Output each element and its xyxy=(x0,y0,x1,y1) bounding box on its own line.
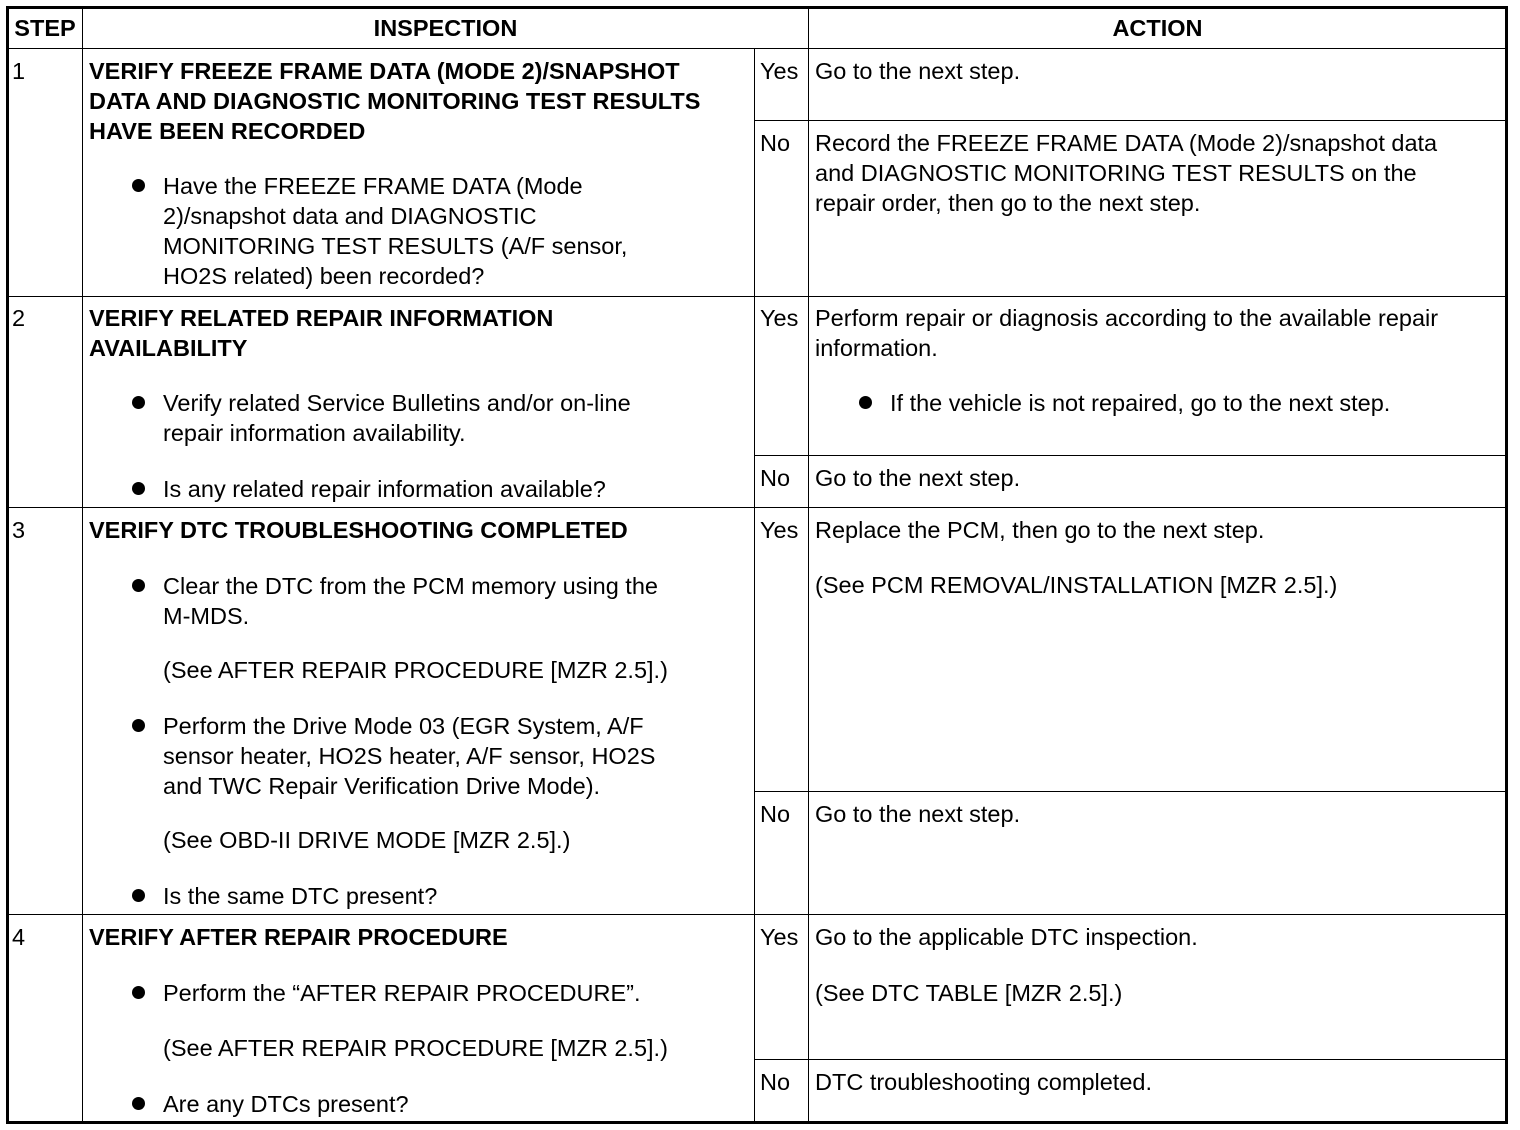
no-action: DTC troubleshooting completed. xyxy=(815,1069,1153,1095)
inspection-bullet: Is the same DTC present? xyxy=(163,883,438,909)
yes-no-divider xyxy=(754,1059,1506,1060)
bullet-dot xyxy=(859,396,872,409)
no-label: No xyxy=(760,130,791,156)
step-column-divider xyxy=(82,8,83,1122)
step-title: VERIFY RELATED REPAIR INFORMATION AVAILABILITY xyxy=(89,305,554,361)
inspection-bullet: Perform the “AFTER REPAIR PROCEDURE”. xyxy=(163,980,641,1006)
step-number: 3 xyxy=(12,517,26,543)
header-inspection: INSPECTION xyxy=(373,15,518,41)
inspection-reference: (See OBD-II DRIVE MODE [MZR 2.5].) xyxy=(163,827,571,853)
no-action: Go to the next step. xyxy=(815,465,1021,491)
yes-no-divider xyxy=(754,455,1506,456)
inspection-reference: (See AFTER REPAIR PROCEDURE [MZR 2.5].) xyxy=(163,657,668,683)
yes-action: Perform repair or diagnosis according to the available repair information. xyxy=(815,305,1439,361)
yes-action: Replace the PCM, then go to the next step. xyxy=(815,517,1265,543)
yes-action-reference: (See PCM REMOVAL/INSTALLATION [MZR 2.5].) xyxy=(815,572,1338,598)
step-number: 2 xyxy=(12,305,26,331)
bullet-dot xyxy=(132,579,145,592)
inspection-bullet: Are any DTCs present? xyxy=(163,1091,409,1117)
yes-action: Go to the next step. xyxy=(815,58,1021,84)
inspection-bullet: Verify related Service Bulletins and/or on-line repair information availability. xyxy=(163,390,631,446)
inspection-bullet: Clear the DTC from the PCM memory using the M-MDS. xyxy=(163,573,658,629)
bullet-dot xyxy=(132,986,145,999)
bullet-dot xyxy=(132,1097,145,1110)
row-divider xyxy=(8,914,1506,915)
inspection-column-divider xyxy=(808,8,809,1122)
step-number: 1 xyxy=(12,58,26,84)
yes-action-bullet: If the vehicle is not repaired, go to the next step. xyxy=(890,390,1391,416)
yes-no-divider xyxy=(754,791,1506,792)
yes-no-divider xyxy=(754,120,1506,121)
inspection-bullet: Is any related repair information available? xyxy=(163,476,606,502)
bullet-dot xyxy=(132,889,145,902)
inspection-bullet: Perform the Drive Mode 03 (EGR System, A/F sensor heater, HO2S heater, A/F sensor, HO2S and TWC Repair Verification Drive Mode). xyxy=(163,713,656,799)
inspection-bullet: Have the FREEZE FRAME DATA (Mode 2)/snapshot data and DIAGNOSTIC MONITORING TEST RESULTS (A/F sensor, HO2S related) been recorded? xyxy=(163,173,628,289)
row-divider xyxy=(8,507,1506,508)
inspection-reference: (See AFTER REPAIR PROCEDURE [MZR 2.5].) xyxy=(163,1035,668,1061)
no-label: No xyxy=(760,1069,791,1095)
yes-label: Yes xyxy=(760,924,799,950)
bullet-dot xyxy=(132,179,145,192)
no-action: Go to the next step. xyxy=(815,801,1021,827)
bullet-dot xyxy=(132,719,145,732)
bullet-dot xyxy=(132,396,145,409)
yes-action: Go to the applicable DTC inspection. xyxy=(815,924,1198,950)
header-step: STEP xyxy=(14,15,76,41)
yes-label: Yes xyxy=(760,517,799,543)
bullet-dot xyxy=(132,482,145,495)
no-label: No xyxy=(760,801,791,827)
step-title: VERIFY DTC TROUBLESHOOTING COMPLETED xyxy=(89,517,628,543)
step-title: VERIFY FREEZE FRAME DATA (MODE 2)/SNAPSHOT DATA AND DIAGNOSTIC MONITORING TEST RESULTS HAVE BEEN RECORDED xyxy=(89,58,701,144)
no-label: No xyxy=(760,465,791,491)
yes-label: Yes xyxy=(760,58,799,84)
step-number: 4 xyxy=(12,924,26,950)
row-divider xyxy=(8,296,1506,297)
header-action: ACTION xyxy=(1112,15,1203,41)
no-action: Record the FREEZE FRAME DATA (Mode 2)/snapshot data and DIAGNOSTIC MONITORING TEST RESULTS on the repair order, then go to the next step. xyxy=(815,130,1438,216)
header-divider xyxy=(8,48,1506,49)
yes-action-reference: (See DTC TABLE [MZR 2.5].) xyxy=(815,980,1123,1006)
yes-label: Yes xyxy=(760,305,799,331)
yes-no-column-divider xyxy=(754,48,755,1122)
step-title: VERIFY AFTER REPAIR PROCEDURE xyxy=(89,924,508,950)
